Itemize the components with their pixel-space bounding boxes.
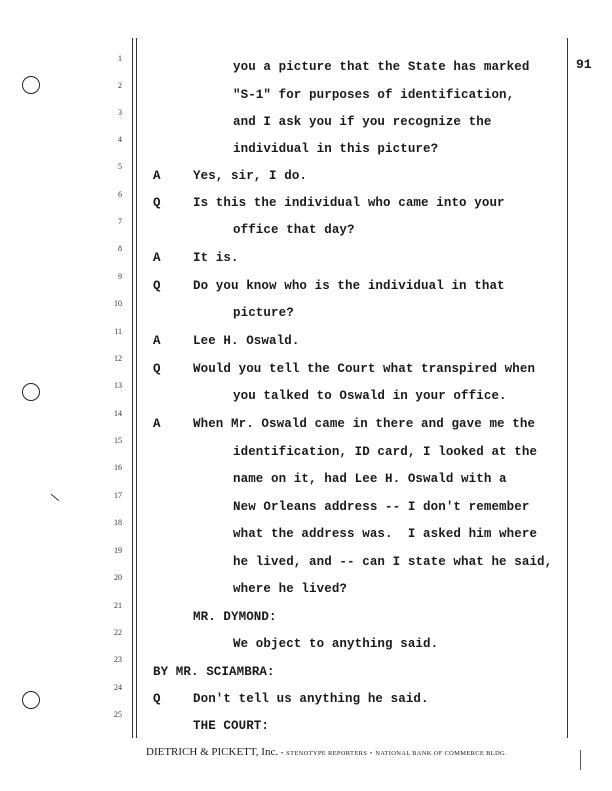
transcript-line: picture? bbox=[233, 306, 294, 320]
left-margin-rule-inner bbox=[136, 38, 137, 738]
reporter-service: STENOTYPE REPORTERS bbox=[286, 750, 368, 757]
transcript-line: Is this the individual who came into your bbox=[193, 196, 505, 210]
line-number: 18 bbox=[114, 518, 122, 527]
transcript-line: Do you know who is the individual in that bbox=[193, 279, 505, 293]
line-number: 5 bbox=[118, 162, 122, 171]
page-number: 91 bbox=[576, 57, 592, 72]
line-number: 14 bbox=[114, 409, 122, 418]
attorney-heading: MR. DYMOND: bbox=[193, 610, 277, 624]
reporter-firm: DIETRICH & PICKETT, Inc. bbox=[146, 746, 279, 758]
punch-hole-middle bbox=[22, 383, 40, 401]
speaker-label: A bbox=[153, 169, 161, 183]
line-number: 7 bbox=[118, 217, 122, 226]
transcript-line: We object to anything said. bbox=[233, 637, 439, 651]
speaker-label: A bbox=[153, 334, 161, 348]
reporter-footer bbox=[146, 746, 507, 758]
transcript-line: When Mr. Oswald came in there and gave me the bbox=[193, 417, 536, 431]
transcript-line: where he lived? bbox=[233, 582, 348, 596]
transcript-line: Would you tell the Court what transpired when bbox=[193, 362, 536, 376]
speaker-label: A bbox=[153, 417, 161, 431]
line-number: 13 bbox=[114, 381, 122, 390]
line-number: 17 bbox=[114, 491, 122, 500]
transcript-line: "S-1" for purposes of identification, bbox=[233, 88, 515, 102]
line-number: 3 bbox=[118, 108, 122, 117]
speaker-label: Q bbox=[153, 279, 161, 293]
transcript-line: identification, ID card, I looked at the bbox=[233, 445, 538, 459]
line-number: 19 bbox=[114, 546, 122, 555]
reporter-address: NATIONAL BANK OF COMMERCE BLDG. bbox=[375, 750, 507, 757]
line-number: 11 bbox=[114, 327, 122, 336]
transcript-line: you talked to Oswald in your office. bbox=[233, 389, 507, 403]
line-number: 15 bbox=[114, 436, 122, 445]
punch-hole-bottom bbox=[22, 691, 40, 709]
footer-bullet: • bbox=[369, 750, 373, 757]
transcript-line: individual in this picture? bbox=[233, 142, 439, 156]
line-number: 21 bbox=[114, 601, 122, 610]
line-number: 20 bbox=[114, 573, 122, 582]
transcript-line: Lee H. Oswald. bbox=[193, 334, 300, 348]
line-number: 4 bbox=[118, 135, 122, 144]
examination-heading: BY MR. SCIAMBRA: bbox=[153, 665, 275, 679]
stray-mark bbox=[51, 494, 59, 501]
transcript-line: you a picture that the State has marked bbox=[233, 60, 530, 74]
court-heading: THE COURT: bbox=[193, 719, 270, 733]
transcript-line: he lived, and -- can I state what he said, bbox=[233, 555, 553, 569]
line-number: 6 bbox=[118, 190, 122, 199]
margin-tick bbox=[580, 750, 581, 770]
transcript-line: New Orleans address -- I don't remember bbox=[233, 500, 530, 514]
line-number: 25 bbox=[114, 710, 122, 719]
transcript-line: name on it, had Lee H. Oswald with a bbox=[233, 472, 507, 486]
transcript-line: and I ask you if you recognize the bbox=[233, 115, 492, 129]
line-number: 8 bbox=[118, 244, 122, 253]
speaker-label: Q bbox=[153, 196, 161, 210]
transcript-line: Yes, sir, I do. bbox=[193, 169, 308, 183]
line-number: 2 bbox=[118, 81, 122, 90]
right-margin-rule bbox=[567, 38, 568, 738]
speaker-label: Q bbox=[153, 362, 161, 376]
line-number: 12 bbox=[114, 354, 122, 363]
speaker-label: A bbox=[153, 251, 161, 265]
line-number: 1 bbox=[118, 54, 122, 63]
line-number: 24 bbox=[114, 683, 122, 692]
transcript-line: It is. bbox=[193, 251, 239, 265]
left-margin-rule bbox=[132, 38, 133, 738]
transcript-line: office that day? bbox=[233, 223, 355, 237]
line-number: 23 bbox=[114, 655, 122, 664]
transcript-line: what the address was. I asked him where bbox=[233, 527, 538, 541]
footer-bullet: • bbox=[280, 750, 284, 757]
transcript-line: Don't tell us anything he said. bbox=[193, 692, 429, 706]
speaker-label: Q bbox=[153, 692, 161, 706]
line-number: 16 bbox=[114, 463, 122, 472]
punch-hole-top bbox=[22, 76, 40, 94]
line-number: 22 bbox=[114, 628, 122, 637]
line-number: 9 bbox=[118, 272, 122, 281]
line-number: 10 bbox=[114, 299, 122, 308]
